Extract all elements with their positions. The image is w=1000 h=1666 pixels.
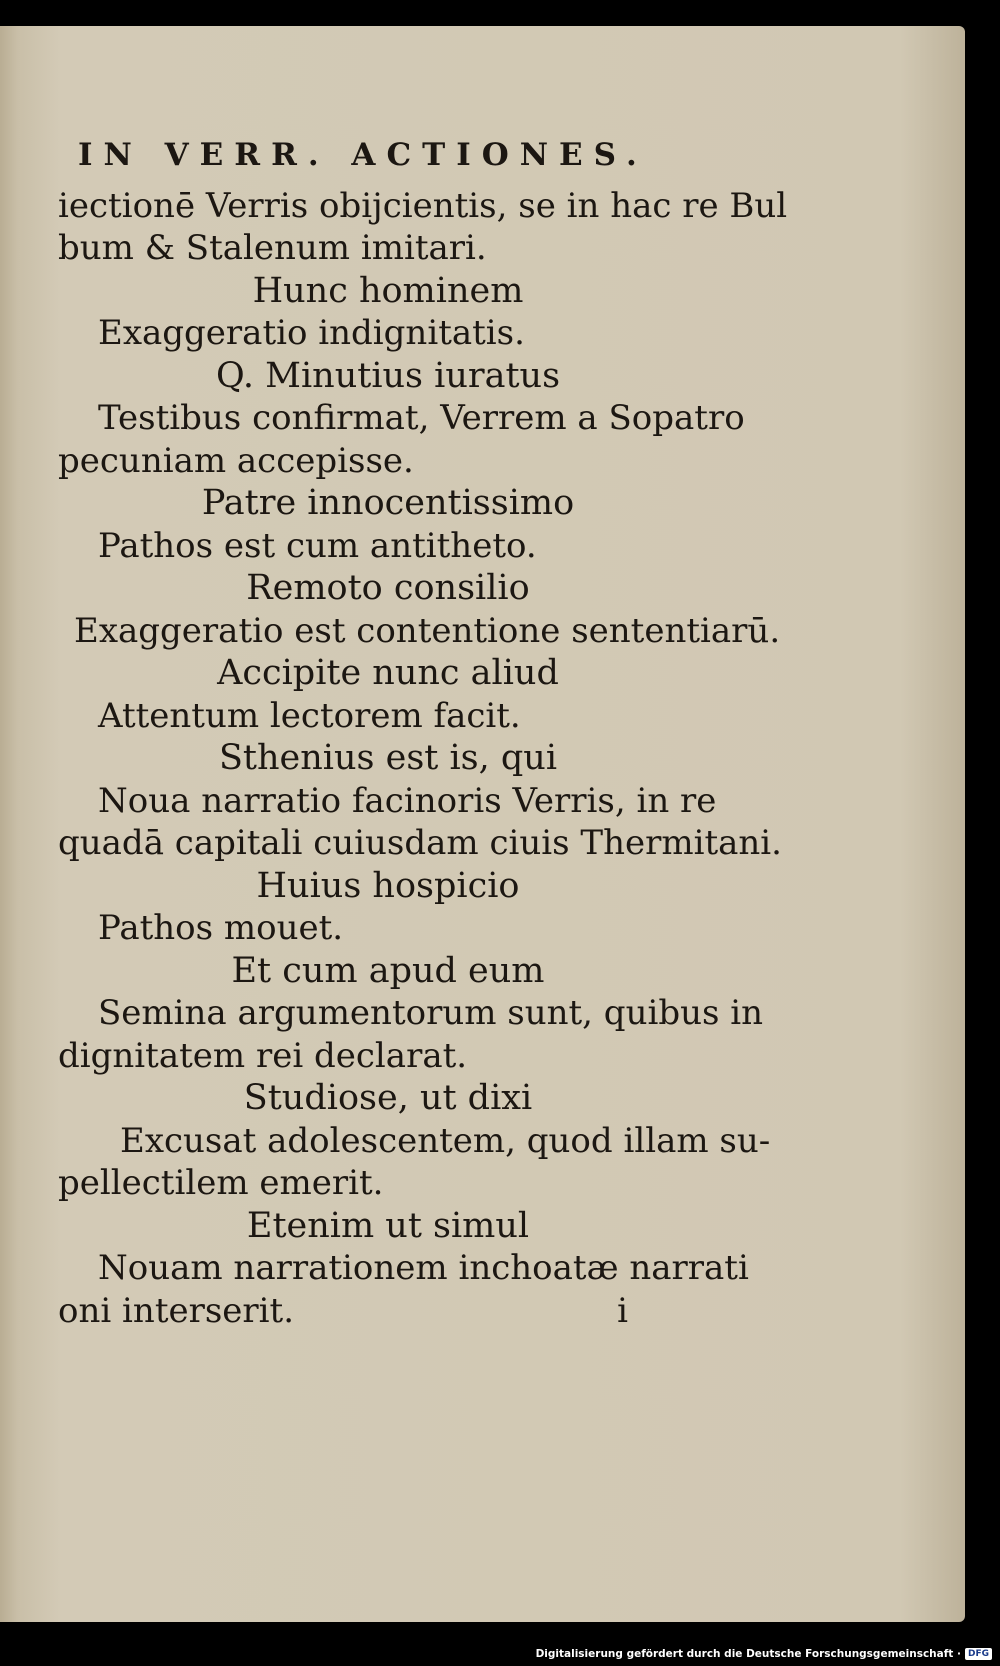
signature-mark: i [617, 1290, 628, 1331]
footer-credit-text: Digitalisierung gefördert durch die Deutsche Forschungsgemeinschaft · [535, 1648, 961, 1660]
note-line: Exaggeratio indignitatis. [98, 313, 525, 353]
text-line: oni interserit. [58, 1290, 295, 1331]
text-line: bum & Stalenum imitari. [58, 228, 487, 268]
lemma-line: Q. Minutius iuratus [215, 355, 561, 396]
lemma-line: Etenim ut simul [246, 1205, 530, 1246]
note-line: Attentum lectorem facit. [98, 695, 521, 736]
text-line: iectionē Verris obijcientis, se in hac re Bul [58, 185, 788, 226]
note-line: Pathos mouet. [98, 908, 344, 948]
note-line: Pathos est cum antitheto. [98, 525, 537, 566]
text-line: pecuniam accepisse. [58, 440, 414, 481]
footer-credit [536, 1648, 992, 1660]
note-line: Noua narratio facinoris Verris, in re [98, 780, 717, 821]
lemma-line: Sthenius est is, qui [218, 738, 558, 778]
text-line: quadā capitali cuiusdam ciuis Thermitani. [58, 823, 782, 863]
lemma-line: Remoto consilio [246, 568, 530, 608]
lemma-line: Studiose, ut dixi [243, 1078, 533, 1118]
text-block [58, 134, 788, 1332]
lemma-line: Patre innocentissimo [201, 483, 575, 523]
note-line: Testibus confirmat, Verrem a Sopatro [98, 398, 745, 438]
note-line: Excusat adolescentem, quod illam su- [120, 1120, 771, 1161]
note-line: Nouam narrationem inchoatæ narrati [98, 1248, 749, 1288]
lemma-line: Et cum apud eum [231, 950, 545, 991]
note-line: Exaggeratio est contentione sententiarū. [74, 610, 781, 651]
lemma-line: Hunc hominem [252, 270, 524, 311]
text-line: dignitatem rei declarat. [58, 1035, 468, 1076]
last-line [58, 1290, 718, 1333]
dfg-logo: DFG [965, 1648, 992, 1660]
running-title: IN VERR. ACTIONES. [78, 137, 648, 173]
note-line: Semina argumentorum sunt, quibus in [98, 993, 764, 1033]
lemma-line: Huius hospicio [256, 865, 520, 906]
text-line: pellectilem emerit. [58, 1163, 384, 1203]
book-page [0, 26, 965, 1622]
lemma-line: Accipite nunc aliud [217, 653, 559, 693]
